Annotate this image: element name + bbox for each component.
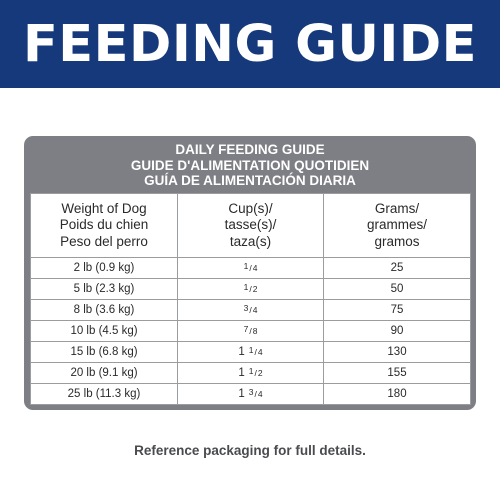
cups-fraction bbox=[249, 347, 263, 357]
weight-cell: 5 lb (2.3 kg) bbox=[31, 279, 178, 300]
guide-header-french: GUIDE D'ALIMENTATION QUOTIDIEN bbox=[130, 157, 370, 173]
table-row bbox=[31, 258, 471, 279]
weight-cell: 20 lb (9.1 kg) bbox=[31, 363, 178, 384]
fraction-numerator: 1 bbox=[243, 261, 249, 271]
table-body bbox=[31, 258, 471, 405]
cups-whole: 1 bbox=[238, 388, 245, 400]
fraction-denominator: 4 bbox=[257, 389, 263, 399]
cups-whole: 1 bbox=[238, 367, 245, 379]
grams-cell: 180 bbox=[324, 384, 471, 405]
fraction-slash: / bbox=[249, 284, 252, 294]
fraction-denominator: 4 bbox=[252, 305, 258, 315]
footer-note: Reference packaging for full details. bbox=[134, 443, 366, 458]
table-row bbox=[31, 300, 471, 321]
fraction-denominator: 4 bbox=[252, 263, 258, 273]
fraction-numerator: 1 bbox=[243, 282, 249, 292]
grams-cell: 50 bbox=[324, 279, 471, 300]
fraction-denominator: 2 bbox=[257, 368, 263, 378]
guide-header bbox=[24, 142, 476, 189]
table-row bbox=[31, 321, 471, 342]
fraction-numerator: 3 bbox=[248, 387, 254, 397]
cups-cell bbox=[178, 300, 324, 321]
cups-cell bbox=[178, 384, 324, 405]
grams-cell: 25 bbox=[324, 258, 471, 279]
column-header-weight: Weight of Dog Poids du chien Peso del perro bbox=[31, 194, 178, 258]
cups-fraction bbox=[244, 284, 258, 294]
cups-fraction bbox=[244, 305, 258, 315]
table-row bbox=[31, 279, 471, 300]
guide-header-spanish: GUÍA DE ALIMENTACIÓN DIARIA bbox=[144, 173, 356, 188]
fraction-slash: / bbox=[249, 305, 252, 315]
weight-cell: 2 lb (0.9 kg) bbox=[31, 258, 178, 279]
weight-cell: 10 lb (4.5 kg) bbox=[31, 321, 178, 342]
fraction-slash: / bbox=[254, 368, 257, 378]
grams-cell: 130 bbox=[324, 342, 471, 363]
column-header-grams: Grams/ grammes/ gramos bbox=[324, 194, 471, 258]
feeding-guide-panel bbox=[24, 136, 476, 410]
cups-whole: 1 bbox=[238, 346, 245, 358]
fraction-numerator: 3 bbox=[243, 303, 249, 313]
cups-fraction bbox=[249, 389, 263, 399]
cups-fraction bbox=[244, 326, 258, 336]
grams-cell: 90 bbox=[324, 321, 471, 342]
weight-cell: 25 lb (11.3 kg) bbox=[31, 384, 178, 405]
grams-cell: 155 bbox=[324, 363, 471, 384]
cups-cell bbox=[178, 258, 324, 279]
cups-fraction bbox=[249, 368, 263, 378]
grams-cell: 75 bbox=[324, 300, 471, 321]
table-header-row bbox=[31, 194, 471, 258]
fraction-slash: / bbox=[254, 347, 257, 357]
guide-header-english: DAILY FEEDING GUIDE bbox=[175, 142, 325, 157]
table-row bbox=[31, 342, 471, 363]
cups-cell bbox=[178, 342, 324, 363]
cups-cell bbox=[178, 363, 324, 384]
fraction-denominator: 2 bbox=[252, 284, 258, 294]
fraction-slash: / bbox=[249, 263, 252, 273]
fraction-numerator: 7 bbox=[243, 324, 249, 334]
feeding-table bbox=[30, 193, 471, 405]
column-header-cups: Cup(s)/ tasse(s)/ taza(s) bbox=[178, 194, 324, 258]
fraction-numerator: 1 bbox=[248, 345, 254, 355]
banner-title: FEEDING GUIDE bbox=[22, 14, 478, 74]
table-row bbox=[31, 384, 471, 405]
title-banner bbox=[0, 0, 500, 88]
fraction-denominator: 8 bbox=[252, 326, 258, 336]
weight-cell: 15 lb (6.8 kg) bbox=[31, 342, 178, 363]
fraction-slash: / bbox=[254, 389, 257, 399]
cups-fraction bbox=[244, 263, 258, 273]
fraction-slash: / bbox=[249, 326, 252, 336]
fraction-numerator: 1 bbox=[248, 366, 254, 376]
cups-cell bbox=[178, 279, 324, 300]
table-row bbox=[31, 363, 471, 384]
fraction-denominator: 4 bbox=[257, 347, 263, 357]
cups-cell bbox=[178, 321, 324, 342]
weight-cell: 8 lb (3.6 kg) bbox=[31, 300, 178, 321]
